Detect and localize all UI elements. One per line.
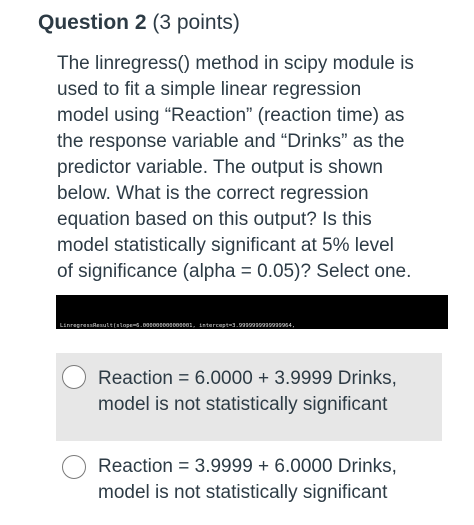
question-title: Question 2 xyxy=(38,11,147,34)
question-text-line: equation based on this output? Is this xyxy=(57,209,372,230)
question-text-line: the response variable and “Drinks” as the xyxy=(57,131,405,152)
answer-option-2[interactable] xyxy=(56,443,442,517)
radio-button-icon[interactable] xyxy=(62,455,86,479)
question-text-line: of significance (alpha = 0.05)? Select one. xyxy=(57,261,412,282)
answer-label xyxy=(98,366,438,418)
answer-label-line: model is not statistically significant xyxy=(98,394,388,415)
question-points: (3 points) xyxy=(152,11,240,34)
question-text-line: predictor variable. The output is shown xyxy=(57,157,383,178)
radio-button-icon[interactable] xyxy=(62,365,86,389)
question-text-line: The linregress() method in scipy module is xyxy=(57,53,414,74)
question-text-line: below. What is the correct regression xyxy=(57,183,369,204)
answer-label-line: Reaction = 6.0000 + 3.9999 Drinks, xyxy=(98,368,397,389)
answer-option-1[interactable] xyxy=(56,353,442,441)
question-text-line: used to fit a simple linear regression xyxy=(57,79,362,100)
answer-label-line: model is not statistically significant xyxy=(98,482,388,503)
question-text-line: model statistically significant at 5% level xyxy=(57,235,394,256)
regression-output-image xyxy=(56,295,448,329)
output-line-1: LinregressResult(slope=6.000000000000001, intercept=3.9999999999999964, xyxy=(60,323,296,329)
answer-label-line: Reaction = 3.9999 + 6.0000 Drinks, xyxy=(98,456,397,477)
question-header xyxy=(38,10,240,36)
question-text xyxy=(57,51,452,285)
question-text-line: model using “Reaction” (reaction time) as xyxy=(57,105,405,126)
answer-label xyxy=(98,454,438,506)
